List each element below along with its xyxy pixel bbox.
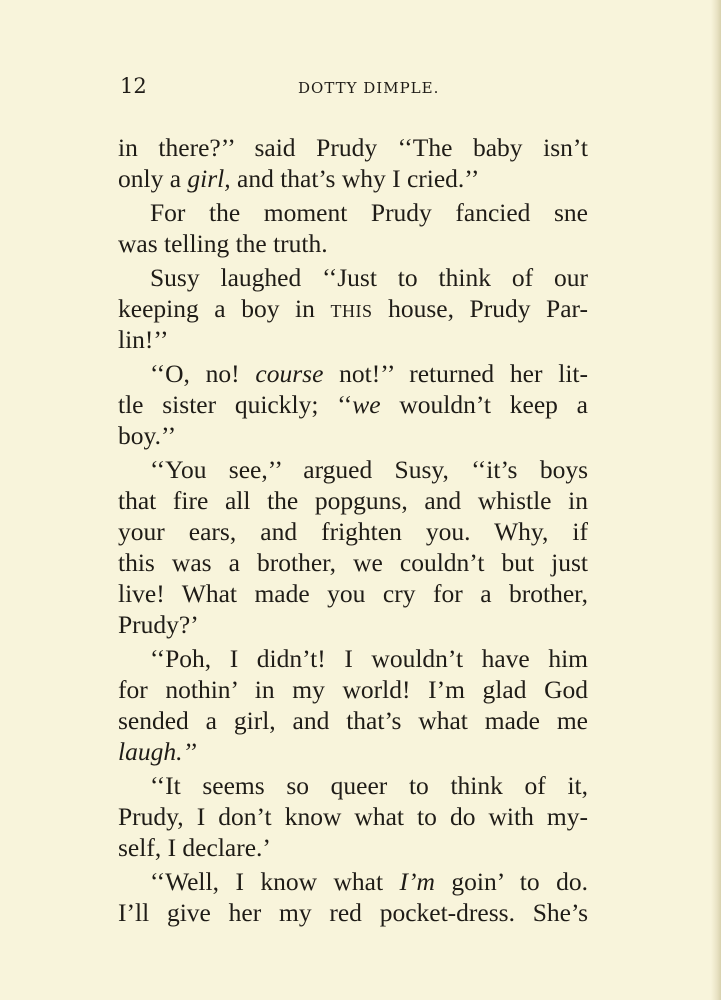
text-line [118,801,588,832]
italic-span: we [352,390,381,419]
text-span: not!’’ returned her lit- [323,359,588,388]
text-span: in there?’’ said Prudy ‘‘The baby isn’t [118,133,588,162]
text-line [118,705,588,736]
text-span: keeping a boy in [118,294,331,323]
text-span: and that’s why I cried.’’ [230,164,480,193]
text-span: Prudy, I don’t know what to do with my- [118,802,588,831]
italic-span: laugh.’’ [118,737,197,766]
text-line [118,578,588,609]
text-span: only a [118,164,188,193]
text-span: was telling the truth. [118,229,328,258]
text-line [118,454,588,485]
text-line [118,866,588,897]
text-span: this was a brother, we couldn’t but just [118,548,588,577]
text-span: ‘‘You see,’’ argued Susy, ‘‘it’s boys [150,455,588,484]
text-line [118,228,588,259]
text-line [118,516,588,547]
text-line [118,897,588,928]
running-title: DOTTY DIMPLE. [298,79,440,97]
text-line [118,547,588,578]
text-line [118,293,588,324]
text-span: ‘‘O, no! [150,359,256,388]
page-header [120,74,590,102]
text-line [118,163,588,194]
text-span: Susy laughed ‘‘Just to think of our [150,263,588,292]
text-span: I’ll give her my red pocket-dress. She’s [118,898,588,927]
text-line [118,485,588,516]
page-number: 12 [120,74,147,98]
text-span: goin’ to do. [434,867,588,896]
text-line [118,197,588,228]
text-line [118,389,588,420]
text-line [118,770,588,801]
small-caps-span: this [330,294,373,323]
text-line [118,420,588,451]
text-span: live! What made you cry for a brother, [118,579,588,608]
text-span: lin!’’ [118,325,169,354]
text-span: ‘‘Well, I know what [150,867,400,896]
text-line [118,324,588,355]
text-line [118,736,588,767]
text-span: for nothin’ in my world! I’m glad God [118,675,588,704]
text-line [118,674,588,705]
text-line [118,358,588,389]
italic-span: I’m [399,867,435,896]
text-line [118,132,588,163]
text-line [118,609,588,640]
text-span: sended a girl, and that’s what made me [118,706,588,735]
body-text [118,132,588,928]
text-span: your ears, and frighten you. Why, if [118,517,588,546]
italic-span: girl, [187,164,231,193]
page-edge [711,0,721,1000]
text-line [118,262,588,293]
text-span: self, I declare.’ [118,833,271,862]
text-span: wouldn’t keep a [380,390,588,419]
text-span: tle sister quickly; ‘‘ [118,390,353,419]
text-span: For the moment Prudy fancied sne [150,198,588,227]
text-span: that fire all the popguns, and whistle in [118,486,588,515]
text-span: Prudy?’ [118,610,199,639]
text-span: ‘‘Poh, I didn’t! I wouldn’t have him [150,644,588,673]
text-span: boy.’’ [118,421,177,450]
text-span: ‘‘It seems so queer to think of it, [150,771,588,800]
text-span: house, Prudy Par- [372,294,589,323]
text-line [118,643,588,674]
text-line [118,832,588,863]
italic-span: course [255,359,324,388]
